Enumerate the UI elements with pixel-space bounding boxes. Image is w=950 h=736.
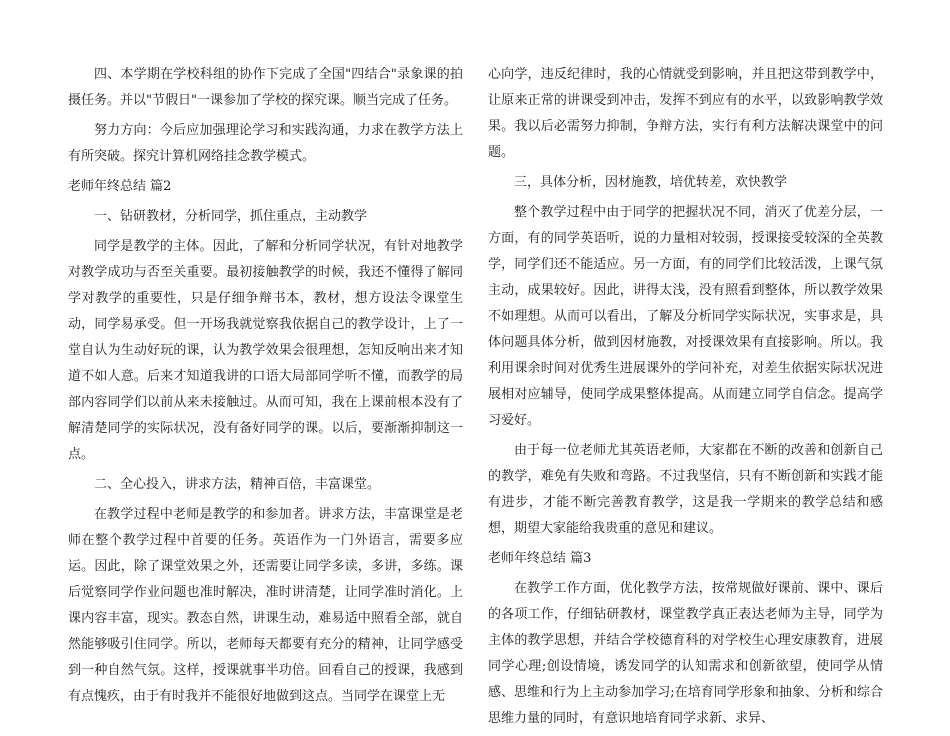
paragraph: 整个教学过程中由于同学的把握状况不同，消灭了优差分层，一方面，有的同学英语听，说的力量相对较弱，授课接受较深的全英教学，同学们还不能适应。另一方面，有的同学们比较活泼，上课气氛主动，成果较好。因此，讲得太浅，没有照看到整体，所以教学效果不如理想。从而可以看出，了解及分析同学实际状况，实事求是，具体问题具体分析，做到因材施教，对授课效果有直接影响。所以。我利用课余时间对优秀生进展课外的学问补充，对差生依据实际状况进展相对应辅导，使同学成果整体提高。从而建立同学自信念。提高学习爱好。 xyxy=(488,205,883,428)
section-title: 老师年终总结 篇2 xyxy=(68,179,172,194)
left-column xyxy=(68,62,463,714)
paragraph: 三，具体分析，因材施教，培优转差，欢快教学 xyxy=(514,175,788,190)
paragraph: 在教学工作方面，优化教学方法，按常规做好课前、课中、课后的各项工作，仔细钻研教材，课堂教学真正表达老师为主导，同学为主体的教学思想，并结合学校德育科的对学校生心理安康教育，进展同学心理;创设情境，诱发同学的认知需求和创新欲望，使同学从情感、思维和行为上主动参加学习;在培育同学形象和抽象、分析和综合思维力量的同时，有意识地培育同学求新、求异、 xyxy=(488,581,883,726)
paragraph: 四、本学期在学校科组的协作下完成了全国"四结合"录象课的拍摄任务。并以"节假日"一课参加了学校的探究课。顺当完成了任务。 xyxy=(68,67,463,108)
paragraph: 一、钻研教材，分析同学，抓住重点，主动教学 xyxy=(94,209,368,224)
paragraph: 努力方向：今后应加强理论学习和实践沟通，力求在教学方法上有所突破。探究计算机网络挂念教学模式。 xyxy=(68,123,463,164)
paragraph: 同学是教学的主体。因此，了解和分析同学状况，有针对地教学对教学成功与否至关重要。最初接触教学的时候，我还不懂得了解同学对教学的重要性，只是仔细争辩书本，教材，想方设法令课堂生动，同学易承受。但一开场我就觉察我依据自己的教学设计，上了一堂自认为生动好玩的课，认为教学效果会很理想，怎知反响出来才知道不如人意。后来才知道我讲的口语大局部同学听不懂，而教学的局部内容同学们以前从来未接触过。从而可知，我在上课前根本没有了解清楚同学的实际状况，没有备好同学的课。以后，要渐渐抑制这一点。 xyxy=(68,239,463,462)
right-column xyxy=(488,62,883,736)
paragraph: 由于每一位老师尤其英语老师，大家都在不断的改善和创新自己的教学，难免有失败和弯路。不过我坚信，只有不断创新和实践才能有进步，才能不断完善教育教学，这是我一学期来的教学总结和感想，期望大家能给我贵重的意见和建议。 xyxy=(488,443,883,536)
paragraph: 在教学过程中老师是教学的和参加者。讲求方法，丰富课堂是老师在整个教学过程中首要的任务。英语作为一门外语言，需要多应运。因此，除了课堂效果之外，还需要让同学多读，多讲，多练。课后觉察同学作业问题也准时解决，准时讲清楚，让同学准时消化。上课内容丰富，现实。教态自然，讲课生动，难易适中照看全部，就自然能够吸引住同学。所以，老师每天都要有充分的精神，让同学感受到一种自然气氛。这样，授课就事半功倍。回看自己的授课，我感到有点愧疚，由于有时我并不能很好地做到这点。当同学在课堂上无 xyxy=(68,507,463,704)
section-title: 老师年终总结 篇3 xyxy=(488,551,592,566)
paragraph: 二、全心投入，讲求方法，精神百倍，丰富课堂。 xyxy=(94,477,381,492)
paragraph-continued: 心向学，违反纪律时，我的心情就受到影响，并且把这带到教学中，让原来正常的讲课受到冲击，发挥不到应有的水平，以致影响教学效果。我以后必需努力抑制，争辩方法，实行有利方法解决课堂中的问题。 xyxy=(488,67,883,160)
